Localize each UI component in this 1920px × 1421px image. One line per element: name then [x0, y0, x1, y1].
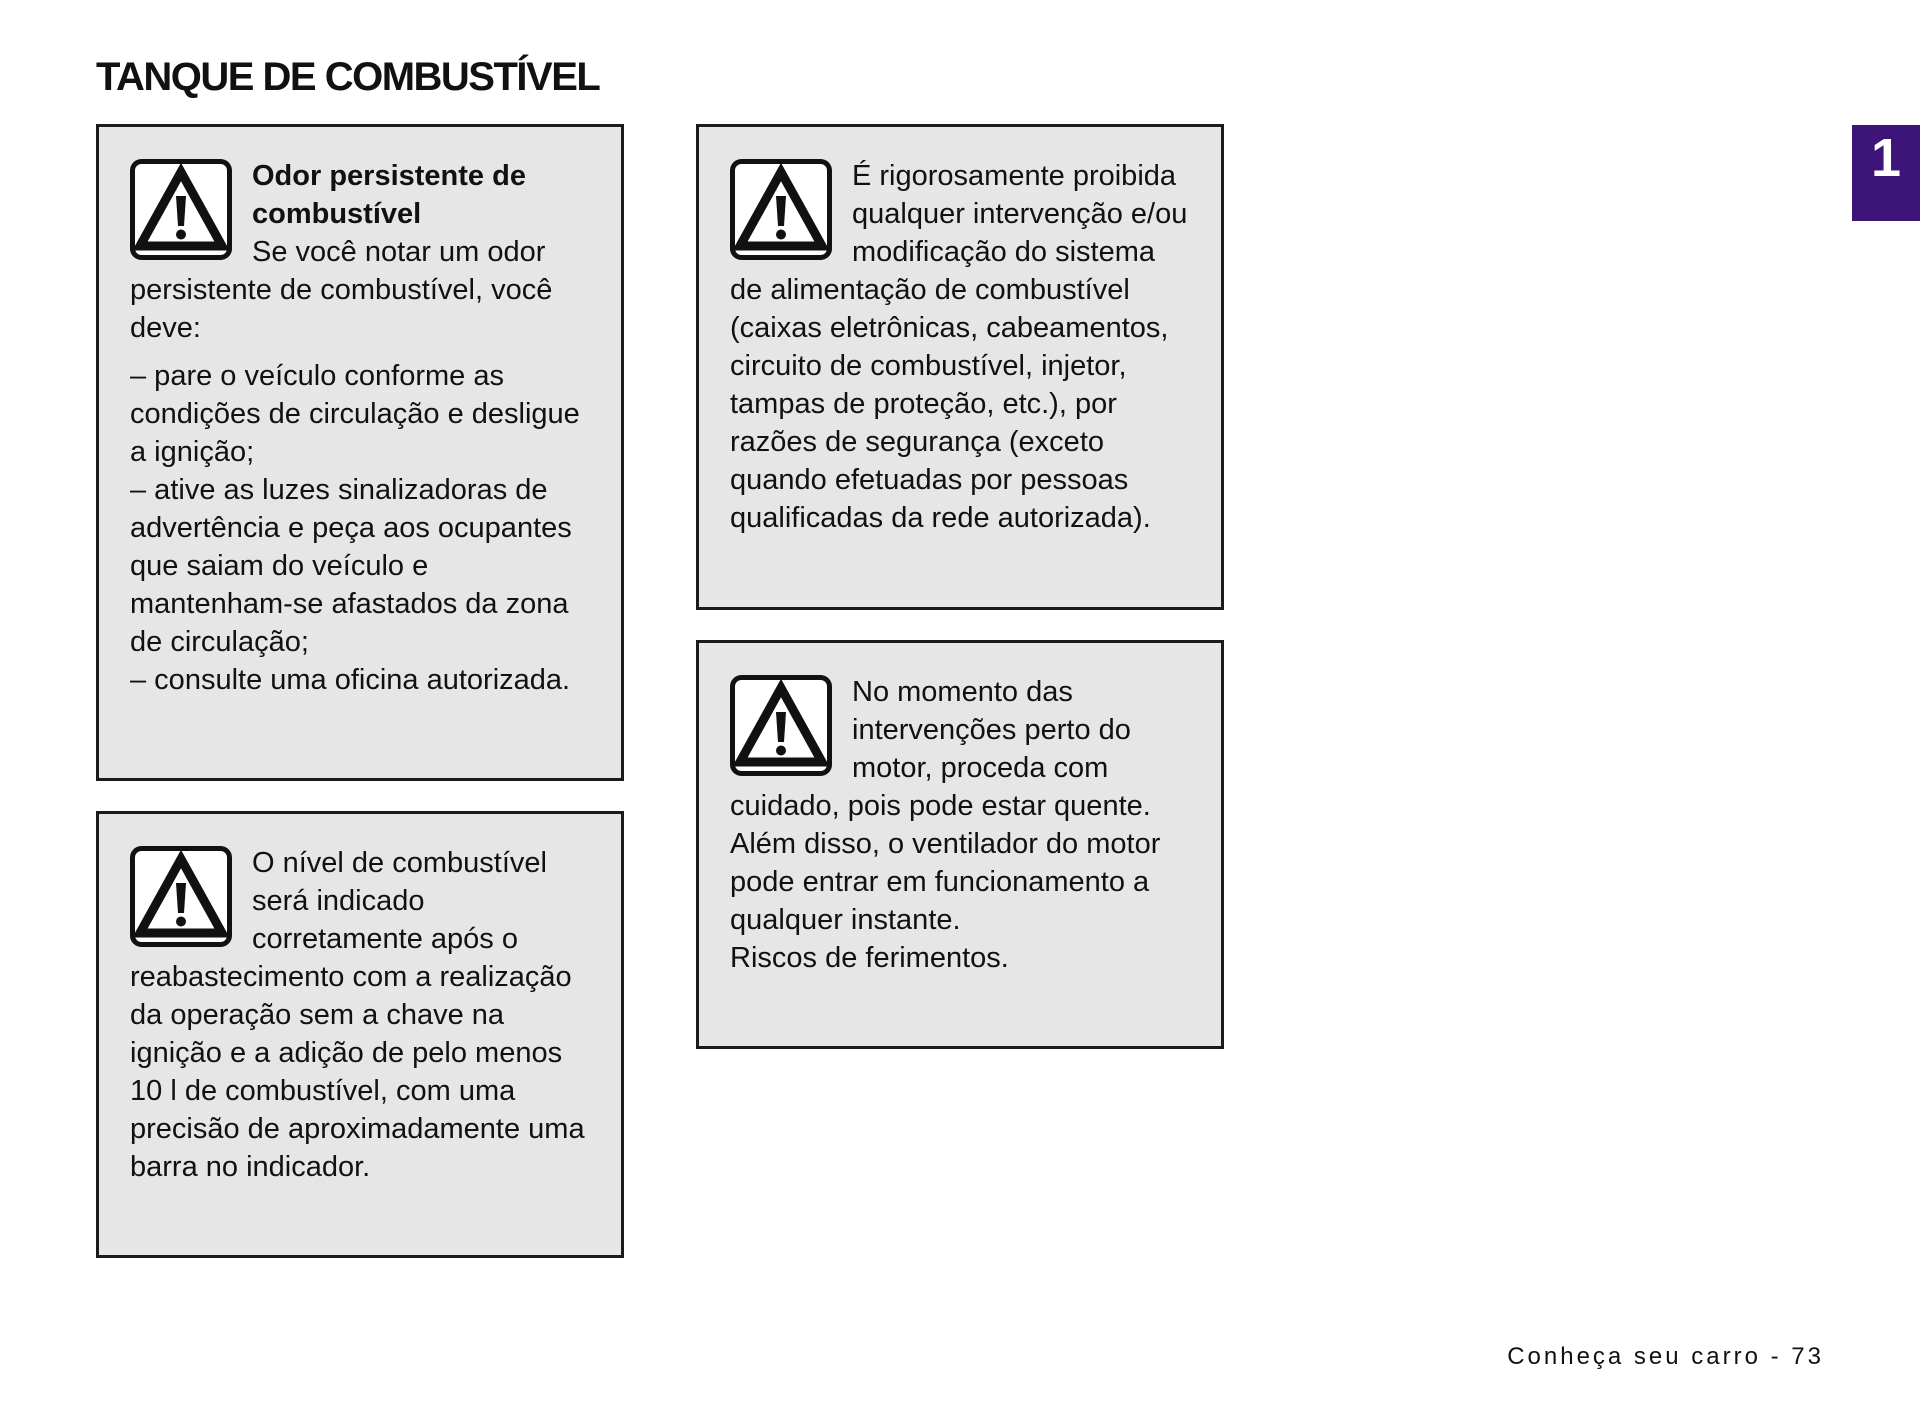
odor-title-line2: combustível — [252, 198, 422, 230]
odor-step: – pare o veículo conforme as condições de circulação e desligue a ignição; — [130, 360, 580, 468]
warning-box-odor — [96, 124, 624, 781]
prohibited-text: É rigorosamente proibida qualquer intervenção e/ou modificação do sistema de alimentação de combustível (caixas eletrônicas, cabeamentos, circuito de combustível, injetor, tampas de proteção, etc.), por razões de segurança (exceto quando efetuadas por pessoas qualificadas da rede autorizada). — [730, 160, 1188, 534]
odor-step: – ative as luzes sinalizadoras de advertência e peça aos ocupantes que saiam do veículo e mantenham-se afastados da zona de circulação; — [130, 474, 572, 658]
page-footer: Conheça seu carro - 73 — [1507, 1343, 1824, 1370]
engine-risk: Riscos de ferimentos. — [730, 942, 1009, 974]
engine-text: No momento das intervenções perto do motor, proceda com cuidado, pois pode estar quente. Além disso, o ventilador do motor pode entrar em funcionamento a qualquer instante. — [730, 676, 1161, 936]
warning-triangle-icon — [130, 159, 232, 260]
odor-step: – consulte uma oficina autorizada. — [130, 664, 571, 696]
warning-triangle-icon — [730, 159, 832, 260]
warning-box-prohibited — [696, 124, 1224, 610]
chapter-number: 1 — [1870, 128, 1902, 188]
page-title: TANQUE DE COMBUSTÍVEL — [96, 55, 600, 99]
odor-steps-list — [130, 357, 591, 699]
warning-triangle-icon — [130, 846, 232, 947]
odor-intro: Se você notar um odor persistente de combustível, você deve: — [130, 236, 553, 344]
chapter-tab — [1852, 125, 1920, 221]
warning-box-fuel-level — [96, 811, 624, 1258]
odor-title-line1: Odor persistente de — [252, 160, 526, 192]
warning-box-engine — [696, 640, 1224, 1049]
fuel-level-text: O nível de combustível será indicado corretamente após o reabastecimento com a realização da operação sem a chave na ignição e a adição de pelo menos 10 l de combustível, com uma precisão de aproximadamente uma barra no indicador. — [130, 847, 585, 1183]
warning-triangle-icon — [730, 675, 832, 776]
